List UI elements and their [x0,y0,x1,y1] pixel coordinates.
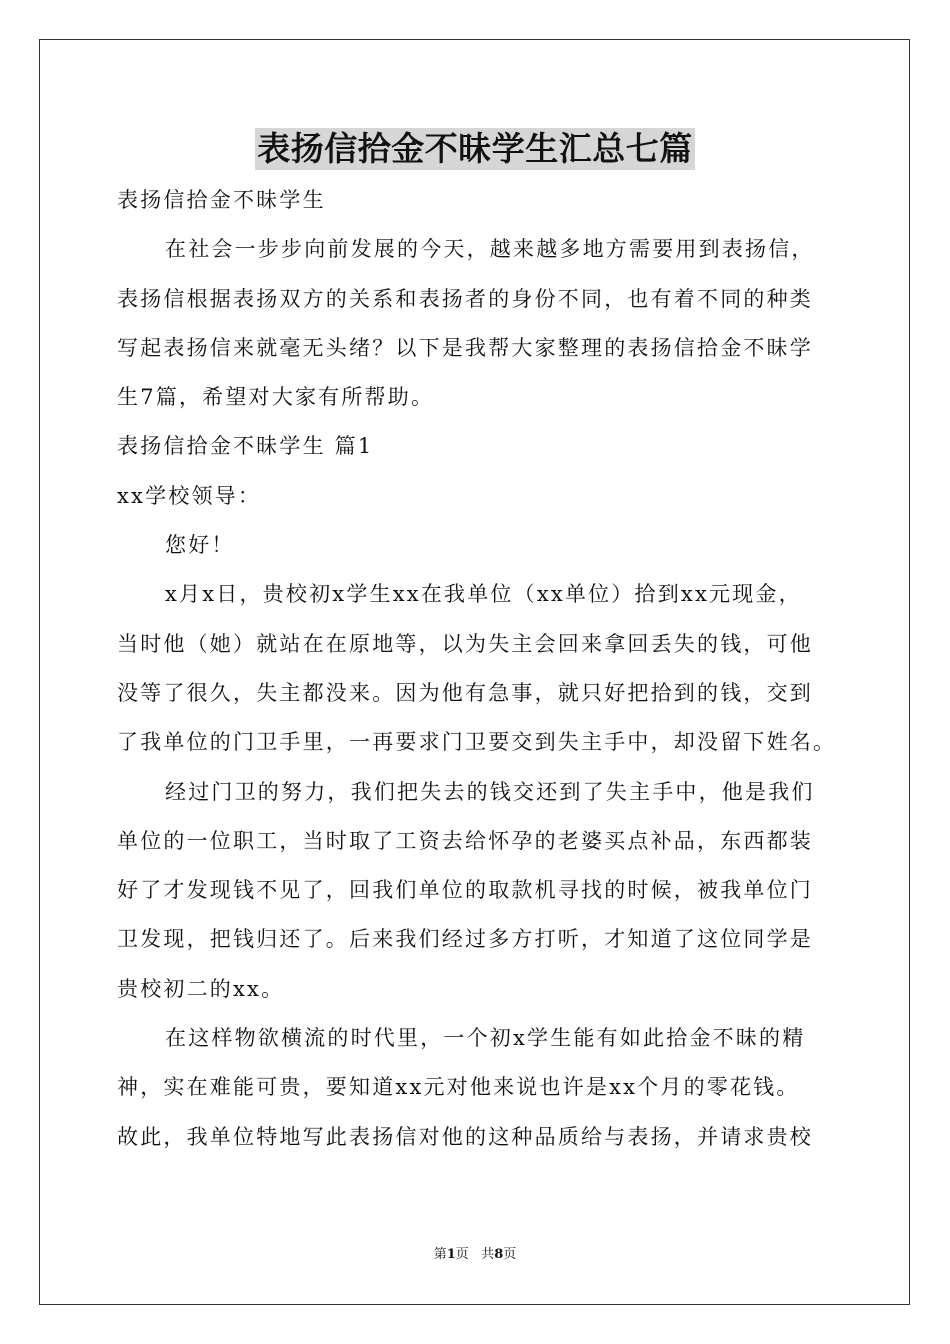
total-prefix: 共 [481,1247,495,1262]
body-line: 当时他（她）就站在在原地等，以为失主会回来拿回丢失的钱，可他 [117,631,813,656]
salutation: xx学校领导： [117,483,262,508]
body-line: 贵校初二的xx。 [117,976,285,1001]
body-line: 卫发现，把钱归还了。后来我们经过多方打听，才知道了这位同学是 [117,927,813,952]
page-footer [0,1246,950,1264]
body-line: 生7篇，希望对大家有所帮助。 [117,385,435,410]
body-line: 在这样物欲横流的时代里，一个初x学生能有如此拾金不昧的精 [165,1026,806,1051]
body-line: 在社会一步步向前发展的今天，越来越多地方需要用到表扬信， [165,237,815,262]
body-line: 故此，我单位特地写此表扬信对他的这种品质给与表扬，并请求贵校 [117,1124,813,1149]
document-body [117,176,839,1162]
body-line: 写起表扬信来就毫无头绪？以下是我帮大家整理的表扬信拾金不昧学 [117,335,813,360]
body-line: 表扬信拾金不昧学生 [117,188,326,212]
page-total: 8 [494,1247,504,1262]
body-line: 单位的一位职工，当时取了工资去给怀孕的老婆买点补品，东西都装 [117,828,813,853]
greeting: 您好！ [165,533,235,558]
title-container [0,128,950,170]
page-prefix: 第 [433,1247,447,1262]
body-line: 没等了很久，失主都没来。因为他有急事，就只好把拾到的钱，交到 [117,680,813,705]
body-line: 神，实在难能可贵，要知道xx元对他来说也许是xx个月的零花钱。 [117,1075,800,1100]
page-current: 1 [446,1247,456,1262]
document-title: 表扬信拾金不昧学生汇总七篇 [257,129,693,168]
body-line: 了我单位的门卫手里，一再要求门卫要交到失主手中，却没留下姓名。 [117,730,837,755]
body-line: 好了才发现钱不见了，回我们单位的取款机寻找的时候，被我单位门 [117,878,813,903]
total-suffix: 页 [503,1247,517,1262]
body-line: 经过门卫的努力，我们把失去的钱交还到了失主手中，他是我们 [165,779,815,804]
page-suffix: 页 [455,1247,469,1262]
section-heading: 表扬信拾金不昧学生 篇1 [117,434,374,459]
body-line: 表扬信根据表扬双方的关系和表扬者的身份不同，也有着不同的种类 [117,286,813,311]
body-line: x月x日，贵校初x学生xx在我单位（xx单位）拾到xx元现金， [165,582,802,607]
